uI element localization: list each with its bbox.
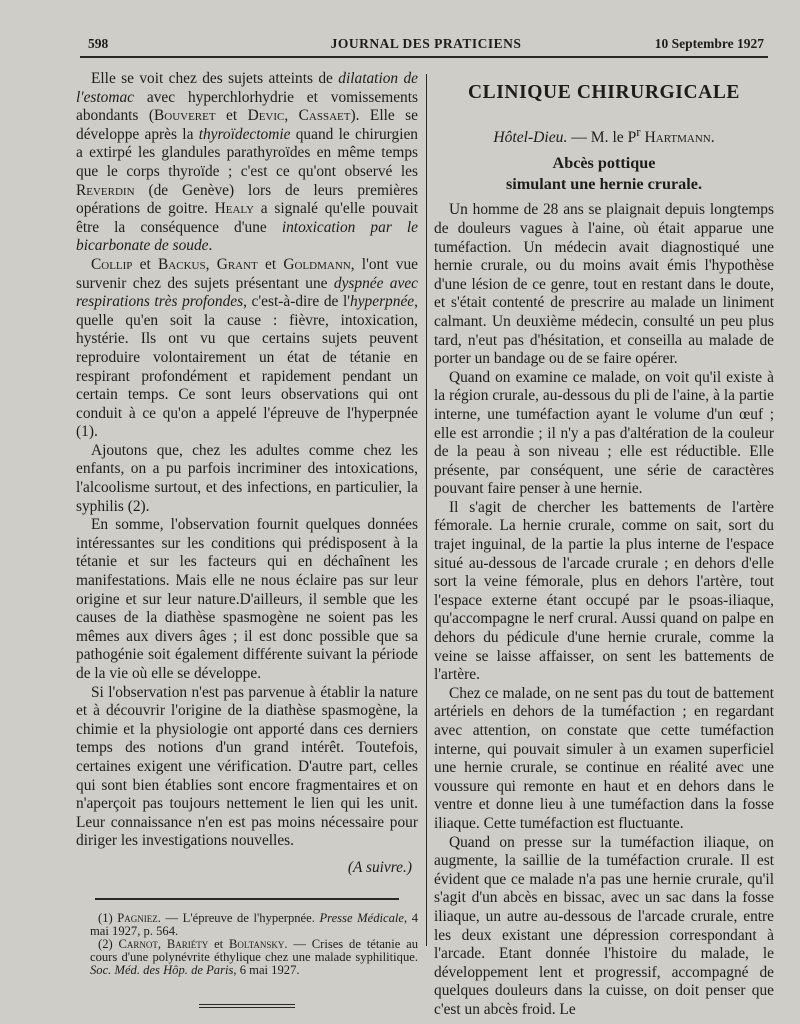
text-span: , quelle qu'en soit la cause : fièvre, intoxication, hystérie. Ils ont vu que certains sujets peuvent reproduire volontairement un état de tétanie en respirant profondément et rapidement pendant un certain temps. Ce sont leurs observations qui ont conduit à ce qu'on a appelé l'épreuve de l'hyperpnée (1). [76,293,418,441]
to-be-continued: (A suivre.) [347,858,412,876]
text-span: Elle se voit chez des sujets atteints de [91,70,339,87]
author-name: Backus [158,255,206,273]
text-span: r [636,123,641,139]
footnote-number: (2) [98,936,119,951]
text-span: , 6 mai 1927. [233,963,300,978]
page-number: 598 [88,36,109,51]
right-paragraph-3: Il s'agit de chercher les battements de l'artère fémorale. La hernie crurale, comme on sait, sort du trajet inguinal, de la partie la plus interne de l'espace situé au-dessous de l'arcade crurale ; en dehors d'elle sort la veine fémorale, plus en dehors l'artère, tout l'espace externe étant occupé par le psoas-iliaque, qu'accompagne le nerf crural. Aussi quand on palpe en dehors du pédicule d'une hernie crurale, comme la veine se laisse affaisser, on sent les battements de l'artère. [434,498,774,684]
author-name: Cassaet [298,107,351,125]
hospital-name: Hôtel-Dieu. [493,128,568,146]
italic-term: thyroïdectomie [198,125,291,143]
right-paragraph-1: Un homme de 28 ans se plaignait depuis longtemps de douleurs vagues à l'aine, où était apparue une tuméfaction. Un médecin avait diagnostiqué une hernie crurale, ou du moins avait émis l'hypothèse d'une lésion de ce genre, tout en restant dans le doute, et s'était contenté de prescrire au malade un liniment calmant. Un deuxième médecin, consulté un peu plus tard, n'eut pas d'hésitation, et conseilla au malade de porter un bandage ou de se faire opérer. [434,201,774,368]
text-span: , c'est-à-dire de l' [243,293,351,311]
text-span: , l'ont vue survenir chez des sujets présentant une [76,255,418,292]
article-title-line-1: Abcès pottique [552,154,656,173]
author-name: Bouveret [153,107,216,125]
end-ornament-rule [199,1004,295,1008]
text-span: a signalé qu'elle pouvait être la conséquence d'une [76,200,418,236]
text-span: et [208,936,229,951]
italic-term: intoxication par le bicarbonate de soude [76,218,419,255]
author-name: Bariéty [166,936,209,951]
text-span: et [215,107,248,125]
header-rule [80,56,768,58]
text-span: avec hyperchlorhydrie et vomissements abondants ( [76,88,418,125]
text-span: , [157,936,167,951]
author-name: Grant [216,255,258,273]
column-divider [426,74,427,946]
footnote-2 [90,938,418,978]
journal-name: Presse Médicale [319,910,404,925]
author-name: Devic [247,107,285,125]
text-span: . [710,128,715,146]
right-paragraph-2: Quand on examine ce malade, on voit qu'il existe à la région crurale, au-dessous du pli de l'aine, à la partie interne, une tuméfaction ayant le volume d'un œuf ; elle est arrondie ; il n'y a pas d'altération de la couleur de la peau à son niveau ; elle est réductible. Elle présente, par conséquent, une série de caractères pouvant faire penser à une hernie. [434,368,774,498]
section-title: CLINIQUE CHIRURGICALE [467,82,741,103]
text-span: et [132,255,159,273]
right-paragraph-4: Chez ce malade, on ne sent pas du tout de battement artériels en dehors de la tuméfaction ; en regardant avec attention, on constate que cette tuméfaction interne, qui pouvait simuler à un examen superficiel une hernie crurale, se continue en réalité avec une voussure qui remonte en haut et en dehors dans le ventre et donne lieu à une tuméfaction dans la fosse iliaque. Cette tuméfaction est fluctuante. [434,684,774,832]
text-span: , 4 mai 1927, p. 564. [90,910,419,938]
footnotes [90,912,418,978]
author-name: Collip [91,255,133,273]
author-name: Boltansky [229,936,285,951]
journal-name: Soc. Méd. des Hôp. de Paris [90,963,234,978]
text-span: . — L'épreuve de l'hyperpnée. [157,910,320,925]
author-name: Goldmann [283,255,351,273]
article-title-line-2: simulant une hernie crurale. [505,175,703,194]
issue-date: 10 Septembre 1927 [654,36,764,51]
left-paragraph-5: Si l'observation n'est pas parvenue à établir la nature et à découvrir l'origine de la diathèse spasmogène, la chimie et la physiologie ont apporté dans ces derniers temps des notions d'un grand intérêt. Toutefois, certaines exigent une vérification. D'autre part, celles qui sont bien établies sont encore fragmentaires et on n'aperçoit pas toujours nettement le lien qui les unit. Leur connaissance n'en est pas moins nécessaire pour diriger les investigations nouvelles. [76,683,418,850]
byline [434,123,774,148]
footnote-rule [95,898,399,900]
right-paragraph-5: Quand on presse sur la tuméfaction iliaque, on augmente, la saillie de la tuméfaction crurale. Il est évident que ce malade n'a pas une hernie crurale, qu'il s'agit d'un abcès en bissac, avec un sac dans la fosse iliaque, un autre au-dessous de l'arcade crurale, entre les deux existant une dépression correspondant à l'arcade. Etant donnée l'histoire du malade, le développement lent et progressif, accompagné de quelques douleurs dans la cuisse, on doit penser que c'est un abcès froid. Le [434,833,774,1018]
italic-term: dilatation de l'estomac [76,70,419,106]
italic-term: hyperpnée [350,293,415,311]
author-name: Hartmann [644,128,711,146]
left-paragraph-1 [76,70,418,256]
left-column [76,70,418,1008]
footnote-1 [90,912,418,938]
right-column [434,74,774,1020]
left-paragraph-3: Ajoutons que, chez les adultes comme chez les enfants, on a pu parfois incriminer des intoxications, l'alcoolisme surtout, et des infections, en particulier, la syphilis (2). [76,441,418,515]
footnote-number: (1) [98,910,118,925]
journal-title: JOURNAL DES PRATICIENS [330,36,522,51]
author-name: Carnot [118,936,158,951]
italic-term: dyspnée avec respirations très profondes [76,274,419,311]
left-paragraph-2 [76,256,418,442]
text-span: et [257,255,284,273]
text-span: , [284,107,299,125]
author-name: Pagniez [117,910,158,925]
text-span: . [208,237,213,255]
author-name: Healy [214,200,254,218]
left-paragraph-4: En somme, l'observation fournit quelques données intéressantes sur les conditions qui prédisposent à la tétanie et sur les facteurs qui en déchaînent les manifestations. Mais elle ne nous éclaire pas sur leur origine et sur leur nature.D'ailleurs, il semble que les causes de la diathèse spasmogène ne soient pas les mêmes aux divers âges ; il est donc possible que sa pathogénie soit également différente suivant la période de la vie où elle se développe. [76,516,418,682]
text-span: . — Crises de tétanie au cours d'une polynévrite éthylique chez une malade syphilitique. [90,936,418,965]
text-span: (de Genève) lors de leurs premières opérations de goitre. [76,181,418,218]
text-span: — M. le P [567,128,637,146]
text-span: , [205,255,217,273]
article-title [434,153,774,195]
text-span: ). Elle se développe après la [76,107,418,143]
author-name: Reverdin [76,181,135,199]
text-span: quand le chirurgien a extirpé les glandules parathyroïdes en même temps que le corps thyroïde ; c'est ce qu'ont observé les [76,125,419,180]
